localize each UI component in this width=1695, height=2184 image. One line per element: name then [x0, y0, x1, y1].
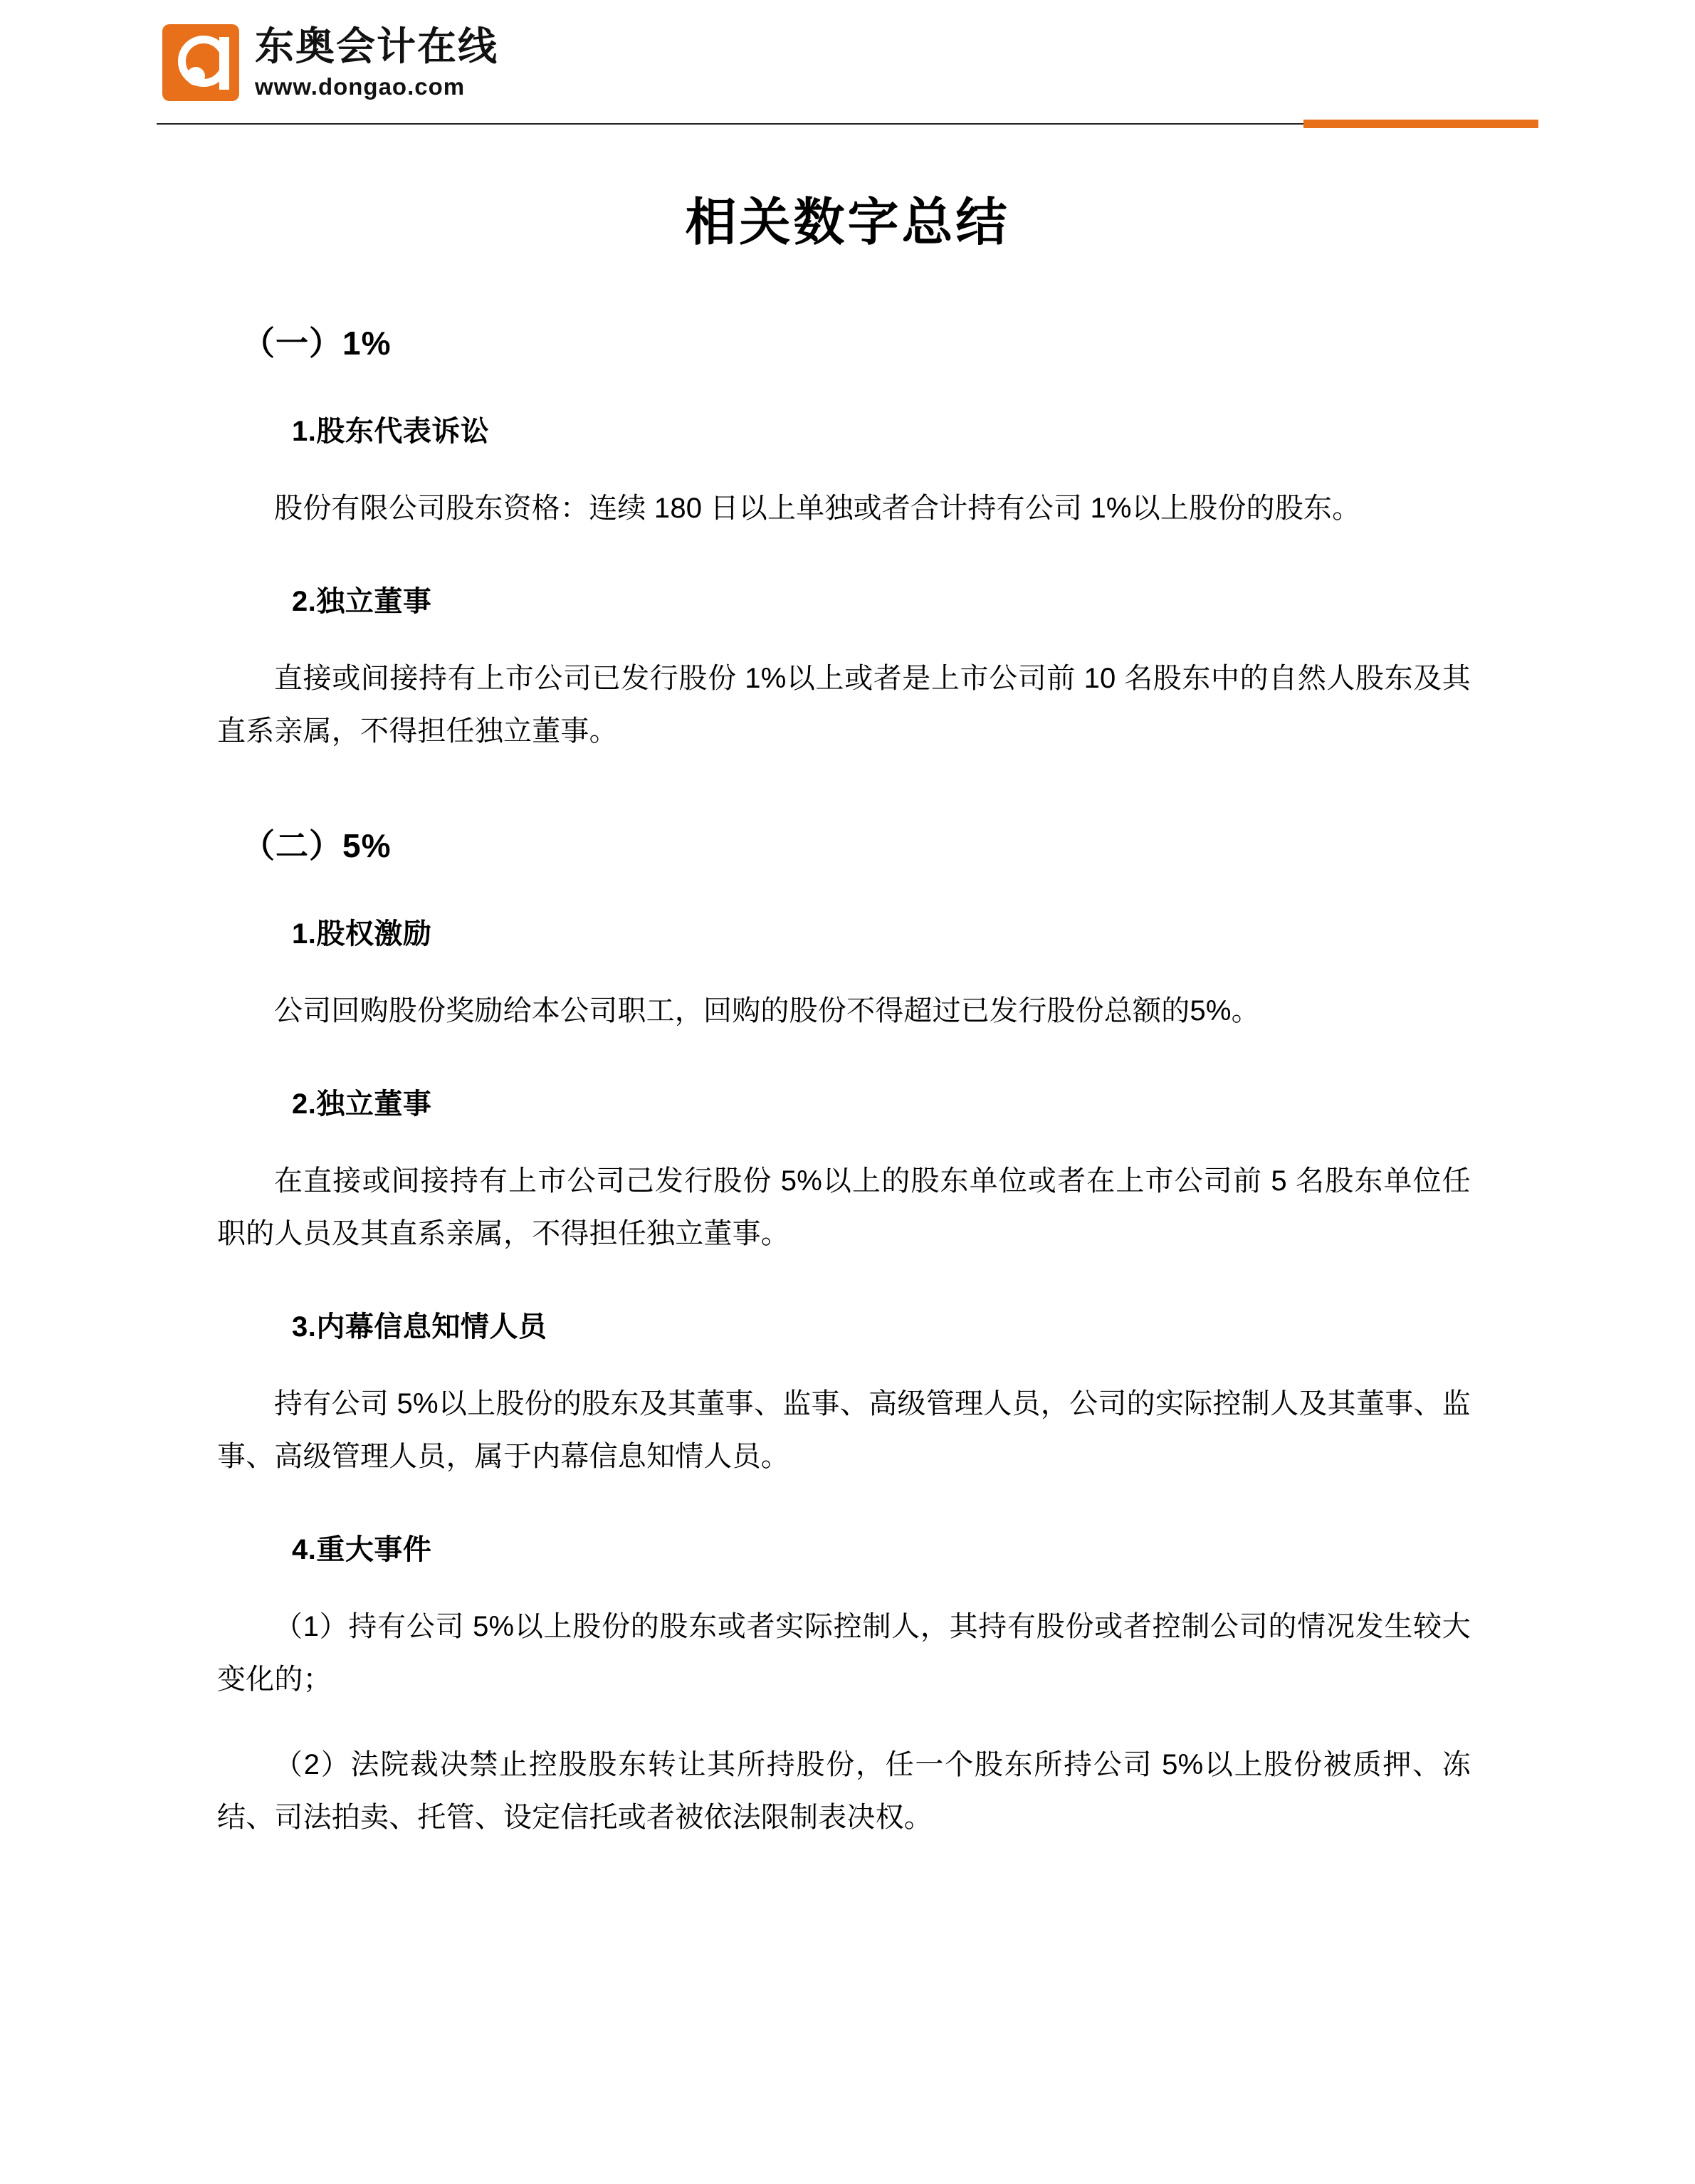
subsection-heading: 2.独立董事	[292, 586, 432, 617]
brand-name: 东奥会计在线	[255, 24, 499, 68]
header-divider	[157, 120, 1538, 128]
subsection-heading: 2.独立董事	[292, 1088, 432, 1120]
brand-text	[255, 24, 499, 100]
subsection-heading: 4.重大事件	[292, 1534, 432, 1565]
page-title: 相关数字总结	[685, 194, 1010, 251]
paragraph: 股份有限公司股东资格：连续 180 日以上单独或者合计持有公司 1%以上股份的股东。	[274, 493, 1361, 524]
brand-url: www.dongao.com	[255, 73, 466, 100]
paragraph: 公司回购股份奖励给本公司职工，回购的股份不得超过已发行股份总额的5%。	[274, 995, 1260, 1027]
paragraph: （1）持有公司 5%以上股份的股东或者实际控制人，其持有股份或者控制公司的情况发生较大变化的；	[217, 1611, 1471, 1695]
page-header	[157, 0, 1538, 128]
brand-logo	[157, 24, 1538, 101]
paragraph: 持有公司 5%以上股份的股东及其董事、监事、高级管理人员，公司的实际控制人及其董事、监事、高级管理人员，属于内幕信息知情人员。	[217, 1388, 1471, 1472]
subsection-heading: 3.内幕信息知情人员	[292, 1311, 547, 1343]
paragraph: （2）法院裁决禁止控股股东转让其所持股份，任一个股东所持公司 5%以上股份被质押、冻结、司法拍卖、托管、设定信托或者被依法限制表决权。	[217, 1749, 1471, 1833]
paragraph: 直接或间接持有上市公司已发行股份 1%以上或者是上市公司前 10 名股东中的自然人股东及其直系亲属，不得担任独立董事。	[217, 663, 1471, 747]
divider-accent	[1303, 120, 1538, 128]
subsection-heading: 1.股权激励	[292, 918, 432, 950]
section-heading: （一）1%	[242, 325, 392, 362]
subsection-heading: 1.股东代表诉讼	[292, 416, 490, 447]
paragraph: 在直接或间接持有上市公司己发行股份 5%以上的股东单位或者在上市公司前 5 名股东单位任职的人员及其直系亲属，不得担任独立董事。	[217, 1165, 1471, 1249]
dongao-logo-icon	[162, 24, 239, 101]
section-heading: （二）5%	[242, 827, 392, 864]
